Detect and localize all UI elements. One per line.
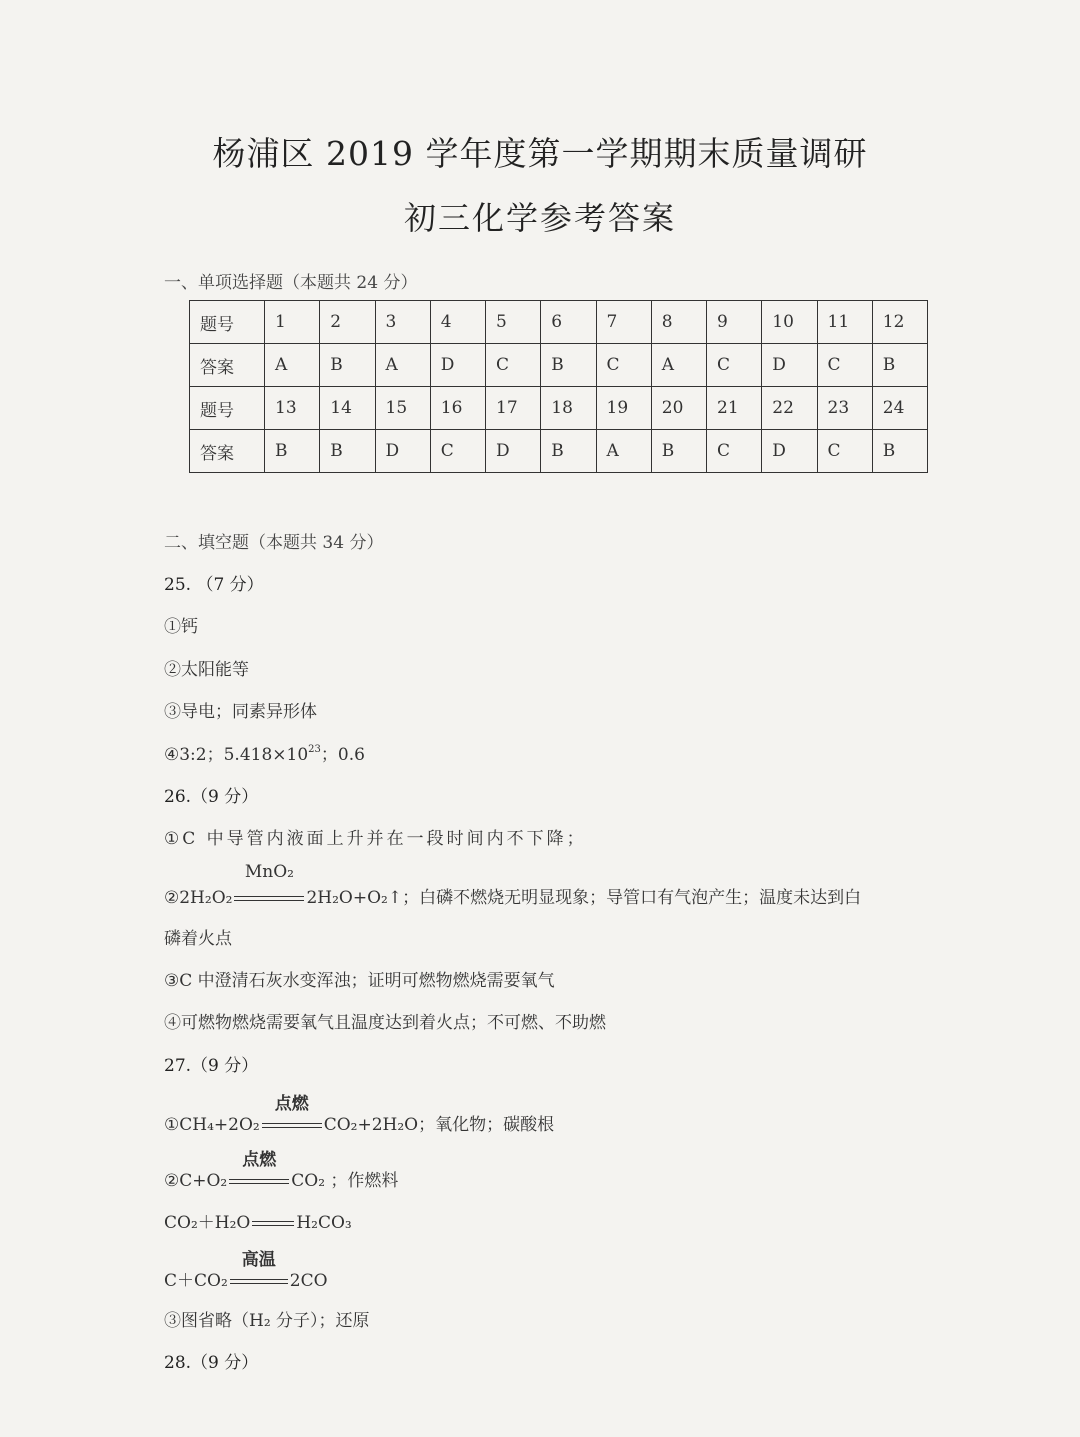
table-cell: C bbox=[430, 430, 485, 473]
table-cell: 22 bbox=[762, 387, 817, 430]
q27-eq4-right: 2CO bbox=[289, 1271, 328, 1291]
table-cell: B bbox=[541, 344, 596, 387]
q27-eq2-condition: 点燃 bbox=[242, 1150, 277, 1170]
document-title: 杨浦区 2019 学年度第一学期期末质量调研 bbox=[212, 134, 868, 173]
table-cell: 23 bbox=[817, 387, 872, 430]
table-cell: 2 bbox=[320, 301, 375, 344]
q25-label: 25. （7 分） bbox=[164, 575, 264, 595]
table-cell: 18 bbox=[541, 387, 596, 430]
q26-answer-2 bbox=[164, 862, 862, 908]
table-row bbox=[190, 387, 928, 430]
table-cell: 11 bbox=[817, 301, 872, 344]
q27-eq3-right: H₂CO₃ bbox=[296, 1213, 352, 1233]
q27-eq1-condition: 点燃 bbox=[274, 1094, 309, 1114]
table-cell: A bbox=[265, 344, 320, 387]
table-cell: 20 bbox=[651, 387, 706, 430]
q27-eq4-left: C＋CO₂ bbox=[164, 1271, 228, 1291]
q27-eq4-condition: 高温 bbox=[241, 1250, 276, 1270]
table-cell: 5 bbox=[486, 301, 541, 344]
table-cell: 15 bbox=[375, 387, 430, 430]
table-cell: 24 bbox=[872, 387, 927, 430]
q27-equation-3 bbox=[164, 1208, 352, 1233]
row-header-cell: 题号 bbox=[190, 301, 265, 344]
q25-answer-4-main: ④3:2；5.418×10 bbox=[164, 745, 309, 765]
answer-table bbox=[189, 300, 928, 473]
table-cell: B bbox=[541, 430, 596, 473]
q27-eq2-arrow bbox=[229, 1150, 289, 1191]
table-cell: B bbox=[872, 344, 927, 387]
table-cell: A bbox=[596, 430, 651, 473]
q25-answer-1: ①钙 bbox=[164, 617, 198, 637]
table-cell: 3 bbox=[375, 301, 430, 344]
q26-eq-condition: MnO₂ bbox=[244, 862, 294, 882]
table-cell: C bbox=[817, 430, 872, 473]
table-cell: C bbox=[707, 344, 762, 387]
table-cell: D bbox=[430, 344, 485, 387]
table-cell: 17 bbox=[486, 387, 541, 430]
table-cell: D bbox=[762, 344, 817, 387]
table-cell: B bbox=[872, 430, 927, 473]
q27-eq1-left: ①CH₄+2O₂ bbox=[164, 1115, 260, 1135]
table-cell: C bbox=[486, 344, 541, 387]
section2-heading: 二、填空题（本题共 34 分） bbox=[164, 533, 384, 553]
table-row bbox=[190, 301, 928, 344]
row-header-cell: 题号 bbox=[190, 387, 265, 430]
q26-answer-3: ③C 中澄清石灰水变浑浊；证明可燃物燃烧需要氧气 bbox=[164, 971, 555, 991]
table-cell: B bbox=[320, 344, 375, 387]
q27-eq4-arrow bbox=[230, 1250, 288, 1291]
table-cell: 6 bbox=[541, 301, 596, 344]
table-cell: D bbox=[486, 430, 541, 473]
section1-heading: 一、单项选择题（本题共 24 分） bbox=[164, 273, 418, 293]
q26-answer-1: ①C 中导管内液面上升并在一段时间内不下降； bbox=[164, 829, 587, 849]
q25-answer-4 bbox=[164, 740, 365, 765]
table-cell: A bbox=[375, 344, 430, 387]
q25-answer-4-tail: ；0.6 bbox=[320, 745, 365, 765]
table-cell: 13 bbox=[265, 387, 320, 430]
table-cell: 7 bbox=[596, 301, 651, 344]
table-cell: 19 bbox=[596, 387, 651, 430]
q25-answer-3: ③导电；同素异形体 bbox=[164, 702, 317, 722]
table-cell: B bbox=[320, 430, 375, 473]
table-row bbox=[190, 344, 928, 387]
q27-answer-2 bbox=[164, 1150, 399, 1191]
q27-answer-3: ③图省略（H₂ 分子）；还原 bbox=[164, 1311, 370, 1331]
q25-answer-4-exponent: 23 bbox=[308, 744, 321, 755]
q27-eq2-left: ②C+O₂ bbox=[164, 1171, 228, 1191]
table-cell: 12 bbox=[872, 301, 927, 344]
table-cell: C bbox=[707, 430, 762, 473]
q26-answer-4: ④可燃物燃烧需要氧气且温度达到着火点；不可燃、不助燃 bbox=[164, 1013, 606, 1033]
table-cell: B bbox=[651, 430, 706, 473]
table-cell: 21 bbox=[707, 387, 762, 430]
q26-answer-2-cont: 磷着火点 bbox=[164, 929, 232, 949]
row-header-cell: 答案 bbox=[190, 344, 265, 387]
table-cell: 10 bbox=[762, 301, 817, 344]
q27-answer-1 bbox=[164, 1094, 555, 1135]
q25-answer-2: ②太阳能等 bbox=[164, 660, 249, 680]
table-cell: D bbox=[375, 430, 430, 473]
table-cell: 4 bbox=[430, 301, 485, 344]
q26-eq-left: ②2H₂O₂ bbox=[164, 888, 233, 908]
table-row bbox=[190, 430, 928, 473]
table-cell: B bbox=[265, 430, 320, 473]
row-header-cell: 答案 bbox=[190, 430, 265, 473]
table-cell: 1 bbox=[265, 301, 320, 344]
q26-eq-arrow bbox=[234, 862, 304, 908]
table-cell: C bbox=[596, 344, 651, 387]
q28-label: 28.（9 分） bbox=[164, 1353, 259, 1373]
q27-eq3-left: CO₂＋H₂O bbox=[164, 1213, 251, 1233]
q27-eq1-arrow bbox=[262, 1094, 322, 1135]
q27-eq2-right: CO₂ ；作燃料 bbox=[291, 1171, 399, 1191]
q26-label: 26.（9 分） bbox=[164, 787, 259, 807]
q27-equation-4 bbox=[164, 1250, 328, 1291]
table-cell: C bbox=[817, 344, 872, 387]
table-cell: A bbox=[651, 344, 706, 387]
table-cell: 9 bbox=[707, 301, 762, 344]
table-cell: 16 bbox=[430, 387, 485, 430]
q27-label: 27.（9 分） bbox=[164, 1056, 259, 1076]
q26-eq-right: 2H₂O+O₂↑；白磷不燃烧无明显现象；导管口有气泡产生；温度未达到白 bbox=[306, 888, 862, 908]
q27-eq1-right: CO₂+2H₂O；氧化物；碳酸根 bbox=[323, 1115, 555, 1135]
table-cell: D bbox=[762, 430, 817, 473]
table-cell: 8 bbox=[651, 301, 706, 344]
q27-eq3-sign bbox=[252, 1221, 294, 1226]
document-subtitle: 初三化学参考答案 bbox=[403, 199, 676, 237]
table-cell: 14 bbox=[320, 387, 375, 430]
